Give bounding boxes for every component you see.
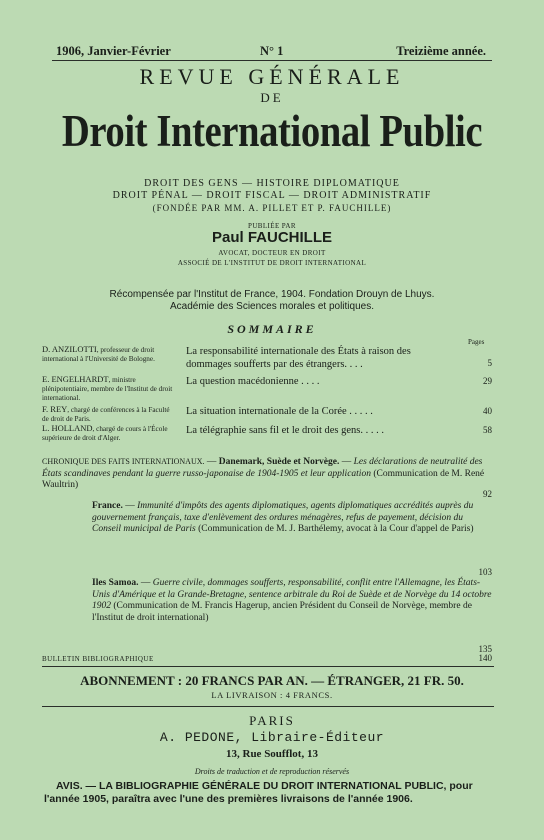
entry-country: France. bbox=[92, 501, 123, 511]
title-line2: DE bbox=[260, 90, 284, 105]
imprint-publisher: A. PEDONE, Libraire-Éditeur bbox=[159, 730, 385, 745]
issue-number: N° 1 bbox=[260, 44, 284, 58]
entry-note: (Communication de M. Francis Hagerup, ancien Président du Conseil de Norvège, membre de l'Institut de droit international) bbox=[92, 601, 472, 623]
article-page-1: 5 bbox=[487, 358, 492, 368]
author-note: , chargé de conférences à la Faculté de droit de Paris. bbox=[42, 406, 170, 423]
publisher-name: Paul FAUCHILLE bbox=[211, 229, 332, 246]
header-rule bbox=[52, 60, 492, 61]
sommaire-heading: SOMMAIRE bbox=[227, 322, 317, 336]
chronique-page-3: 135 bbox=[478, 644, 492, 654]
issue-date: 1906, Janvier-Février bbox=[56, 44, 171, 58]
subjects-line1: DROIT DES GENS — HISTOIRE DIPLOMATIQUE bbox=[144, 178, 400, 189]
article-page-2: 29 bbox=[483, 376, 492, 386]
title-line1: REVUE GÉNÉRALE bbox=[139, 64, 405, 89]
entry-text: Immunité d'impôts des agents diplomatiques, agents diplomatiques accrédités auprès du gouvernement français, taxe d'enlèvement des ordures ménagères, refus de payement, décision du Conseil municipal de Paris bbox=[92, 501, 474, 534]
author-note: , chargé de cours à l'École supérieure de droit d'Alger. bbox=[42, 425, 168, 442]
entry-text: Les déclarations de neutralité des États scandinaves pendant la guerre russo-japonaise de 1904-1905 et leur application bbox=[42, 457, 483, 479]
entry-note: (Communication de M. René Waultrin) bbox=[42, 468, 485, 490]
publisher-role1: AVOCAT, DOCTEUR EN DROIT bbox=[218, 249, 326, 257]
subscription-line2: LA LIVRAISON : 4 FRANCS. bbox=[211, 690, 333, 700]
rights-notice: Droits de traduction et de reproduction réservés bbox=[194, 767, 350, 776]
article-author-3 bbox=[42, 405, 178, 424]
article-title-4: La télégraphie sans fil et le droit des gens. . . . . bbox=[186, 425, 384, 436]
author-name: E. ENGELHARDT bbox=[42, 374, 109, 384]
issue-header bbox=[56, 44, 486, 60]
founders-line: (FONDÉE PAR MM. A. PILLET ET P. FAUCHILLE) bbox=[152, 203, 392, 213]
bulletin-page: 140 bbox=[478, 653, 492, 663]
article-author-2 bbox=[42, 375, 178, 403]
chronique-page-2: 103 bbox=[478, 567, 492, 577]
imprint-address: 13, Rue Soufflot, 13 bbox=[226, 748, 318, 760]
entry-text: Guerre civile, dommages soufferts, responsabilité, conflit entre l'Allemagne, les États-Unis d'Amérique et la Grande-Bretagne, sentence arbitrale du Roi de Suède et de Norvège du 14 octobre 1902 bbox=[92, 578, 492, 611]
entry-note: (Communication de M. J. Barthélemy, avocat à la Cour d'appel de Paris) bbox=[198, 524, 474, 534]
author-name: F. REY bbox=[42, 404, 68, 414]
imprint-rule bbox=[42, 706, 494, 707]
imprint-city: PARIS bbox=[249, 713, 295, 728]
author-note: , ministre plénipotentiaire, membre de l'Institut de droit international. bbox=[42, 376, 173, 402]
bulletin-label: BULLETIN BIBLIOGRAPHIQUE bbox=[42, 655, 154, 663]
chronique-page-1: 92 bbox=[483, 489, 492, 499]
author-name: L. HOLLAND bbox=[42, 423, 93, 433]
article-title-1: La responsabilité internationale des États à raison des dommages soufferts par des étrangers. . . . bbox=[186, 346, 411, 370]
published-by-label: PUBLIÉE PAR bbox=[248, 222, 296, 230]
article-title-3: La situation internationale de la Corée . . . . . bbox=[186, 406, 373, 417]
chronique-entry-2: France. — Immunité d'impôts des agents diplomatiques, agents diplomatiques accrédités auprès du gouvernement français, taxe d'enlèvement des ordures ménagères, refus de payement, décision du Conseil municipal de Paris (Communication de M. J. Barthélemy, avocat à la Cour d'appel de Paris) bbox=[92, 501, 474, 534]
entry-country: Iles Samoa. bbox=[92, 578, 139, 588]
journal-title: Droit International Public bbox=[61, 106, 483, 156]
author-note: , professeur de droit international à l'Université de Bologne. bbox=[42, 346, 155, 363]
entry-country: Danemark, Suède et Norvège. bbox=[218, 457, 340, 467]
chronique-entry-1: CHRONIQUE DES FAITS INTERNATIONAUX. — Danemark, Suède et Norvège. — Les déclarations de neutralité des États scandinaves pendant la guerre russo-japonaise de 1904-1905 et leur application (Communication de M. René Waultrin) bbox=[42, 457, 485, 490]
article-page-4: 58 bbox=[483, 425, 492, 435]
chronique-entry-3: Iles Samoa. — Guerre civile, dommages soufferts, responsabilité, conflit entre l'Allemagne, les États-Unis d'Amérique et la Grande-Bretagne, sentence arbitrale du Roi de Suède et de Norvège du 14 octobre 1902 (Communication de M. Francis Hagerup, ancien Président du Conseil de Norvège, membre de l'Institut de droit international) bbox=[92, 578, 492, 623]
article-title-2: La question macédonienne . . . . bbox=[186, 376, 320, 387]
article-page-3: 40 bbox=[483, 406, 492, 416]
article-author-1 bbox=[42, 345, 178, 364]
sommaire-bottom-rule bbox=[42, 666, 494, 667]
subscription-line1: ABONNEMENT : 20 FRANCS PAR AN. — ÉTRANGER, 21 FR. 50. bbox=[80, 673, 464, 688]
award-line2: Académie des Sciences morales et politiques. bbox=[170, 301, 374, 312]
issue-year: Treizième année. bbox=[396, 44, 486, 58]
bibliography-notice: AVIS. — LA BIBLIOGRAPHIE GÉNÉRALE DU DROIT INTERNATIONAL PUBLIC, pour l'année 1905, paraîtra avec l'une des premières livraisons de l'année 1906. bbox=[44, 780, 473, 805]
chronique-label: CHRONIQUE DES FAITS INTERNATIONAUX. bbox=[42, 457, 205, 466]
author-name: D. ANZILOTTI bbox=[42, 344, 97, 354]
subjects-line2: DROIT PÉNAL — DROIT FISCAL — DROIT ADMINISTRATIF bbox=[112, 190, 432, 201]
pages-label: Pages bbox=[468, 338, 485, 346]
award-line1: Récompensée par l'Institut de France, 1904. Fondation Drouyn de Lhuys. bbox=[109, 289, 435, 300]
article-author-4 bbox=[42, 424, 178, 443]
publisher-role2: ASSOCIÉ DE L'INSTITUT DE DROIT INTERNATIONAL bbox=[177, 259, 367, 267]
